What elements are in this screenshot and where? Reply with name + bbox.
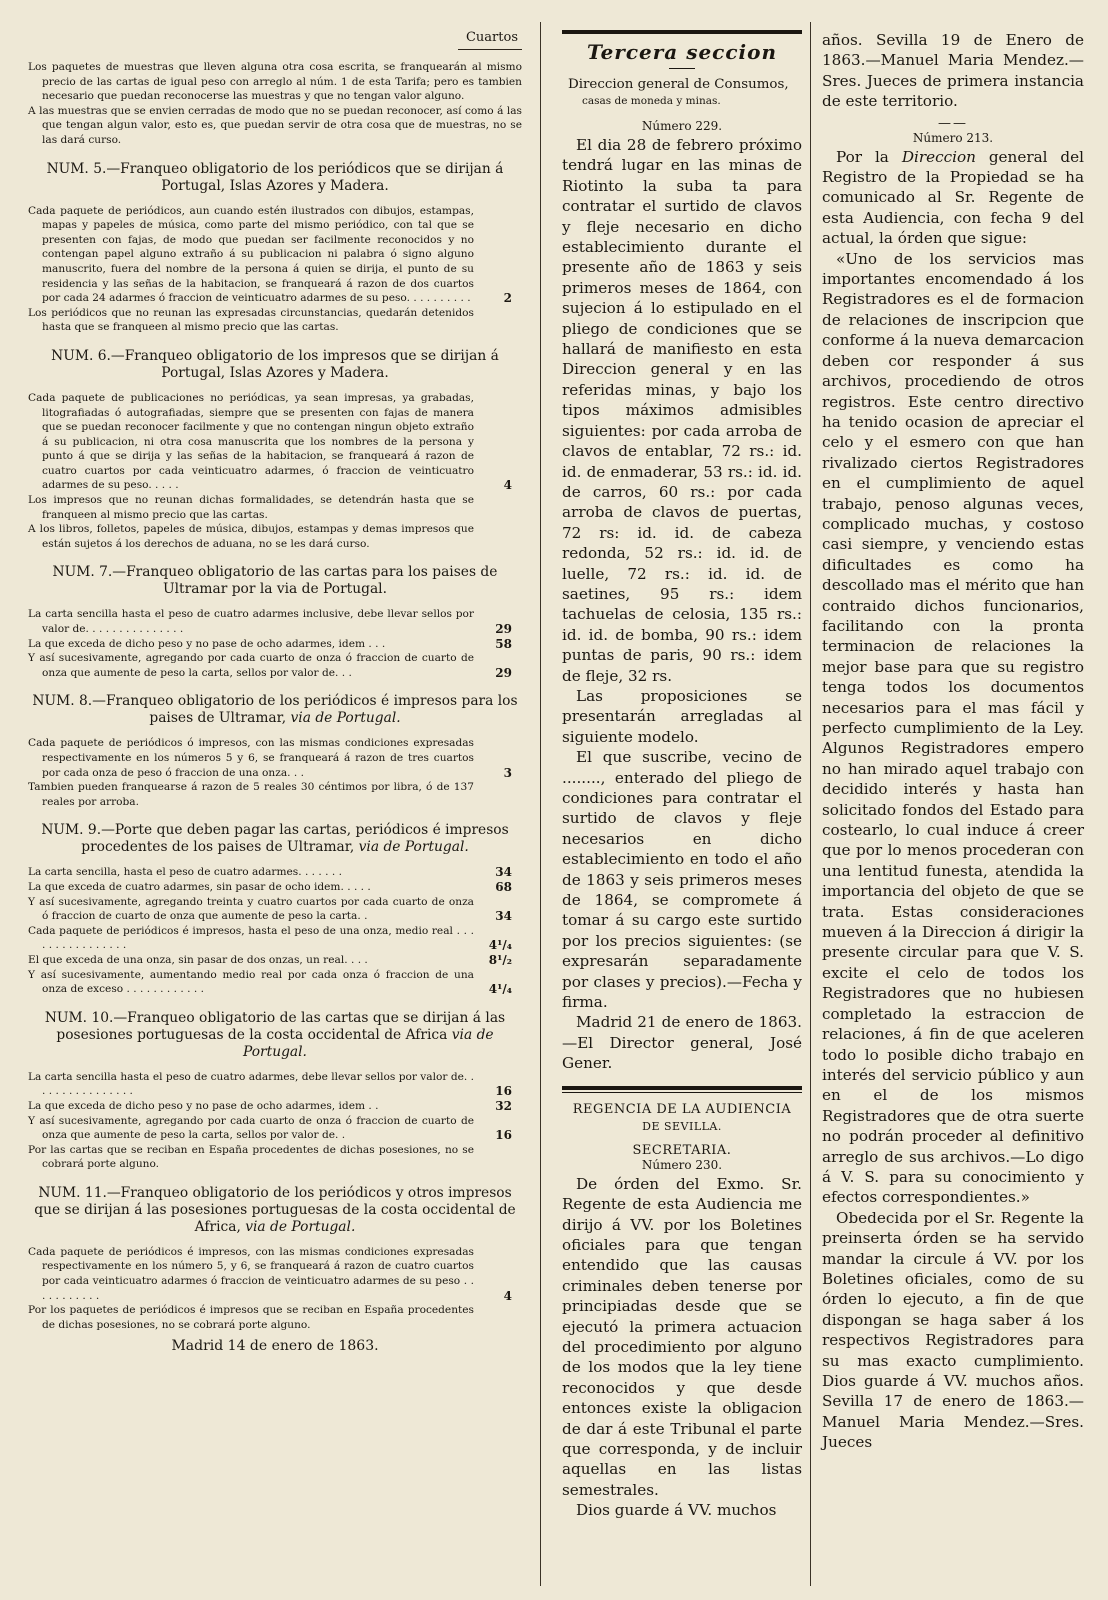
tariff-row: [28, 1114, 522, 1143]
tariff-text: Los periódicos que no reunan las expresadas circunstancias, quedarán detenidos hasta que se franqueen al mismo precio que las cartas.: [28, 306, 474, 334]
tariff-text: Y así sucesivamente, agregando por cada cuarto de onza ó fraccion de cuarto de onza que aumente de peso la carta, sellos por valor de. . .: [28, 652, 474, 679]
section-rule: [562, 30, 802, 34]
text-run: Por la: [836, 147, 902, 166]
tariff-text: La carta sencilla, hasta el peso de cuatro adarmes. . . . . . .: [28, 866, 342, 879]
tariff-text: Cada paquete de periódicos é impresos, hasta el peso de una onza, medio real . . . . . . . . . . . . . . . .: [28, 924, 474, 952]
tariff-row: [28, 968, 522, 997]
tariff-text: A los libros, folletos, papeles de música, dibujos, estampas y demas impresos que están sujetos á los derechos de aduana, no se les dará curso.: [28, 523, 474, 550]
num6-rows: [28, 391, 522, 552]
num9-rows: [28, 865, 522, 996]
tariff-row: [28, 1143, 522, 1172]
tariff-value: 58: [495, 636, 512, 651]
tariff-row: [28, 306, 522, 335]
section-rule-thin: [562, 1092, 802, 1093]
direccion-subtitle: casas de moneda y minas.: [582, 95, 721, 107]
numero-213: Número 213.: [912, 130, 994, 145]
tariff-text: La que exceda de dicho peso y no pase de ocho adarmes, idem . . .: [28, 637, 386, 650]
tariff-value: 4¹/₄: [488, 982, 512, 997]
tariff-row: [28, 1070, 522, 1099]
intro-paragraph: A las muestras que se envien cerradas de modo que no se puedan reconocer, así como á las que tengan algun valor, esto es, que puedan servir de otra cosa que de muestras, no se las dará curso.: [28, 104, 522, 146]
intro-paragraph: Los paquetes de muestras que lleven alguna otra cosa escrita, se franquearán al mismo precio de las cartas de igual peso con arreglo al núm. 1 de esta Tarifa; pero es tambien necesario que puedan reconocerse las muestras y que no tengan valor alguno.: [28, 61, 522, 103]
tercera-seccion-column: [562, 30, 802, 1521]
num10-heading-via: via de Portugal.: [243, 1026, 494, 1060]
num8-heading: [28, 693, 522, 727]
modelo-paragraph: El que suscribe, vecino de ........, enterado del pliego de condiciones para contratar el surtido de clavos y fleje necesarios en dicho establecimiento en todo el año de 1863 y seis primeros meses de 1864, se compromete á tomar á su cargo este surtido por los precios siguientes: (se expresarán separadamente por clases y precios).—Fecha y firma.: [562, 748, 802, 1012]
tariff-row: [28, 391, 522, 493]
tariff-value: 34: [495, 909, 512, 924]
num10-heading: [28, 1010, 522, 1061]
num6-heading: NUM. 6.—Franqueo obligatorio de los impresos que se dirijan á Portugal, Islas Azores y Madera.: [51, 347, 499, 381]
short-rule: [669, 68, 695, 69]
tariff-text: La que exceda de cuatro adarmes, sin pasar de ocho idem. . . . .: [28, 880, 371, 893]
tariff-value: 3: [503, 765, 512, 780]
direccion-title: Direccion general de Consumos,: [568, 77, 789, 92]
obedecida-paragraph: Obedecida por el Sr. Regente la preinserta órden se ha servido mandar la circule á VV. por los Boletines oficiales, como de su órden lo ejecuto, a fin de que dispongan se haga saber á los respectivos Registradores para su mas exacto cumplimiento. Dios guarde á VV. muchos años. Sevilla 17 de enero de 1863.—Manuel Maria Mendez.—Sres. Jueces: [822, 1208, 1084, 1452]
tariff-value: 68: [495, 879, 512, 894]
tarifa-column: [28, 30, 522, 1354]
num5-rows: [28, 204, 522, 335]
tariff-row: [28, 736, 522, 780]
section-title: Tercera seccion: [586, 40, 778, 64]
num5-heading: NUM. 5.—Franqueo obligatorio de los periódicos que se dirijan á Portugal, Islas Azores y Madera.: [46, 160, 504, 194]
tariff-text: La carta sencilla hasta el peso de cuatro adarmes inclusive, debe llevar sellos por valor de. . . . . . . . . . . . . . .: [28, 608, 474, 636]
num9-heading: [28, 822, 522, 856]
tariff-text: El que exceda de una onza, sin pasar de dos onzas, un real. . . .: [28, 953, 368, 966]
tariff-row: [28, 493, 522, 522]
num11-rows: [28, 1245, 522, 1333]
num8-heading-text: NUM. 8.—Franqueo obligatorio de los periódicos é impresos para los paises de Ultramar,: [32, 693, 518, 727]
num7-heading: NUM. 7.—Franqueo obligatorio de las cartas para los paises de Ultramar por la via de Portugal.: [52, 564, 498, 598]
regencia-heading: [562, 1101, 802, 1135]
secretaria-heading: SECRETARIA.: [632, 1142, 732, 1158]
tariff-row: [28, 607, 522, 636]
tariff-text: Y así sucesivamente, aumentando medio real por cada onza ó fraccion de una onza de exceso . . . . . . . . . . . .: [28, 968, 474, 996]
tariff-row: [28, 1099, 522, 1114]
direccion-paragraph: [822, 147, 1084, 249]
direccion-heading: [562, 77, 802, 109]
section-rule: [562, 1086, 802, 1090]
tariff-text: Por los paquetes de periódicos é impresos que se reciban en España procedentes de dichas posesiones, no se cobrará porte alguno.: [28, 1304, 474, 1331]
tariff-row: [28, 637, 522, 652]
tariff-row: [28, 651, 522, 680]
separator: ——: [938, 115, 968, 131]
tariff-text: La carta sencilla hasta el peso de cuatro adarmes, debe llevar sellos por valor de. . . . . . . . . . . . . . . .: [28, 1070, 474, 1098]
subasta-paragraph: El dia 28 de febrero próximo tendrá lugar en las minas de Riotinto la suba ta para contratar el surtido de clavos y fleje necesario en dicho establecimiento durante el presente año de 1863 y seis primeros meses de 1864, con sujecion á lo estipulado en el pliego de condiciones que se hallará de manifiesto en esta Direccion general y en las referidas minas, y bajo los tipos máximos admisibles siguientes: por cada arroba de clavos de entablar, 72 rs.: id. id. de enmaderar, 53 rs.: id. id. de carros, 60 rs.: por cada arroba de clavos de puertas, 72 rs: id. id. de cabeza redonda, 52 rs.: id. id. de luelle, 72 rs.: id. id. de saetines, 95 rs.: idem tachuelas de celosia, 135 rs.: id. id. de bomba, 90 rs.: idem puntas de paris, 90 rs.: idem de fleje, 32 rs.: [562, 136, 802, 685]
tariff-value: 29: [495, 665, 512, 680]
cuartos-header: Cuartos: [458, 30, 522, 50]
tariff-row: [28, 924, 522, 953]
signature-paragraph: Madrid 21 de enero de 1863.—El Director general, José Gener.: [562, 1013, 802, 1073]
regencia-subtitle: DE SEVILLA.: [642, 1119, 722, 1133]
tariff-text: Y así sucesivamente, agregando por cada cuarto de onza ó fraccion de cuarto de onza que aumente de peso la carta, sellos por valor de. .: [28, 1114, 474, 1142]
num11-heading: [28, 1185, 522, 1236]
tariff-value: 4¹/₄: [488, 938, 512, 953]
num8-rows: [28, 736, 522, 809]
tariff-value: 8¹/₂: [488, 952, 512, 967]
tariff-value: 4: [503, 478, 512, 493]
tarifa-date-line: Madrid 14 de enero de 1863.: [171, 1338, 379, 1355]
num10-rows: [28, 1070, 522, 1172]
tariff-text: Cada paquete de periódicos, aun cuando estén ilustrados con dibujos, estampas, mapas y papeles de música, como parte del mismo periódico, con tal que se presenten con fajas, de modo que puedan ser facilmente reconocidos y no contengan papel alguno extraño á su publicacion ni palabra ó signo alguno manuscrito, fuera del nombre de la persona á quien se dirija, el punto de su residencia y las señas de la habitacion, se franqueará á razon de dos cuartos por cada 24 adarmes ó fraccion de veinticuatro adarmes de su peso. . . . . . . . . .: [28, 204, 474, 305]
tariff-row: [28, 204, 522, 306]
tariff-text: Por las cartas que se reciban en España procedentes de dichas posesiones, no se cobrará porte alguno.: [28, 1143, 474, 1171]
num9-heading-via: via de Portugal.: [358, 839, 469, 856]
numero-230: Número 230.: [641, 1157, 723, 1172]
column-divider: [540, 22, 541, 1586]
circular-paragraph: «Uno de los servicios mas importantes encomendado á los Registradores es el de formacion de relaciones de inscripcion que conforme á la nueva demarcacion deben cor responder á sus archivos, procediendo de otros registros. Este centro directivo ha tenido ocasion de apreciar el celo y el esmero con que han rivalizado ciertos Registradores en el cumplimiento de aquel trabajo, penoso algunas veces, complicado muchas, y costoso casi siempre, y venciendo estas dificultades es como ha descollado mas el mérito que han contraido dichos funcionarios, facilitando con la pronta terminacion de relaciones la mejor base para que su registro tenga todos los documentos necesarios para el mas fácil y perfecto cumplimiento de la Ley. Algunos Registradores empero no han mirado aquel trabajo con decidido interés y hasta han solicitado fondos del Estado para costearlo, lo cual induce á creer que por lo menos procederan con una lentitud funesta, atendida la importancia del objeto de que se trata. Estas consideraciones mueven á la Direccion á dirigir la presente circular para que V. S. excite el celo de todos los Registradores que no hubiesen completado la estraccion de relaciones, á fin de que aceleren todo lo posible dicho trabajo en interés del servicio público y aun en el de los mismos Registradores que de otra suerte no podrán proceder al definitivo arreglo de sus archivos.—Lo digo á V. S. para su conocimiento y efectos correspondientes.»: [822, 249, 1084, 1207]
tariff-value: 16: [495, 1128, 512, 1143]
tariff-value: 16: [495, 1084, 512, 1099]
num7-rows: [28, 607, 522, 680]
column-divider: [810, 22, 811, 1586]
continuation-paragraph: años. Sevilla 19 de Enero de 1863.—Manuel Maria Mendez.—Sres. Jueces de primera instancia de este territorio.: [822, 31, 1084, 111]
tariff-value: 32: [495, 1098, 512, 1113]
tariff-text: Cada paquete de periódicos é impresos, con las mismas condiciones expresadas respectivamente en los número 5, y 6, se franqueará á razon de cuatro cuartos por cada veinticuatro adarmes ó fraccion de veinticuatro adarmes de su peso . . . . . . . . . . .: [28, 1245, 474, 1302]
tariff-row: [28, 780, 522, 809]
dios-guarde-line: Dios guarde á VV. muchos: [576, 1501, 777, 1520]
tariff-text: Tambien pueden franquearse á razon de 5 reales 30 céntimos por libra, ó de 137 reales por arroba.: [28, 781, 474, 808]
num9-heading-text: NUM. 9.—Porte que deben pagar las cartas, periódicos é impresos procedentes de los paises de Ultramar,: [41, 822, 509, 856]
tariff-row: [28, 522, 522, 551]
num10-heading-text: NUM. 10.—Franqueo obligatorio de las cartas que se dirijan á las posesiones portuguesas de la costa occidental de Africa: [44, 1009, 506, 1043]
proposiciones-paragraph: Las proposiciones se presentarán arregladas al siguiente modelo.: [562, 686, 802, 746]
tariff-row: [28, 953, 522, 968]
tariff-value: 4: [503, 1288, 512, 1303]
regencia-title: REGENCIA DE LA AUDIENCIA: [572, 1101, 792, 1117]
tariff-text: Cada paquete de periódicos ó impresos, con las mismas condiciones expresadas respectivamente en los números 5 y 6, se franqueará á razon de tres cuartos por cada onza de peso ó fraccion de una onza. . .: [28, 737, 474, 779]
num11-heading-via: via de Portugal.: [245, 1218, 356, 1235]
tariff-text: Y así sucesivamente, agregando treinta y cuatro cuartos por cada cuarto de onza ó fraccion de cuarto de onza que aumente de peso la carta. .: [28, 895, 474, 923]
num8-heading-via: via de Portugal.: [290, 710, 401, 727]
tariff-row: [28, 1245, 522, 1303]
tariff-row: [28, 880, 522, 895]
text-run-italic: Direccion: [901, 147, 976, 166]
registro-column: [822, 30, 1084, 1453]
tariff-value: 34: [495, 865, 512, 880]
tariff-value: 29: [495, 622, 512, 637]
num11-heading-text: NUM. 11.—Franqueo obligatorio de los periódicos y otros impresos que se dirijan á las posesiones portuguesas de la costa occidental de Africa,: [34, 1184, 516, 1235]
tariff-text: La que exceda de dicho peso y no pase de ocho adarmes, idem . .: [28, 1099, 379, 1112]
tariff-value: 2: [503, 291, 512, 306]
orden-paragraph: De órden del Exmo. Sr. Regente de esta Audiencia me dirijo á VV. por los Boletines oficiales para que tengan entendido que las causas criminales deben tenerse por principiadas desde que se ejecutó la primera actuacion del procedimiento por alguno de los modos que la ley tiene reconocidos y que desde entonces existe la obligacion de dar á este Tribunal el parte que corresponda, y de incluir aquellas en las listas semestrales.: [562, 1174, 802, 1499]
text-run: general del Registro de la Propiedad se ha comunicado al Sr. Regente de esta Audiencia, con fecha 9 del actual, la órden que sigue:: [822, 147, 1084, 248]
tariff-row: [28, 895, 522, 924]
tariff-row: [28, 865, 522, 880]
tariff-text: Cada paquete de publicaciones no periódicas, ya sean impresas, ya grabadas, litografiadas ó autografiadas, siempre que se presenten con fajas de manera que se puedan reconocer facilmente y que no contengan ningun objeto extraño á su publicacion, ni otra cosa manuscrita que los nombres de la persona y punto á que se dirija y las señas de la habitacion, se franqueará á razon de cuatro cuartos por cada veinticuatro adarmes, ó fraccion de veinticuatro adarmes de su peso. . . . .: [28, 391, 474, 492]
numero-229: Número 229.: [641, 119, 723, 133]
tariff-text: Los impresos que no reunan dichas formalidades, se detendrán hasta que se franqueen al mismo precio que las cartas.: [28, 494, 474, 521]
tariff-row: [28, 1303, 522, 1332]
